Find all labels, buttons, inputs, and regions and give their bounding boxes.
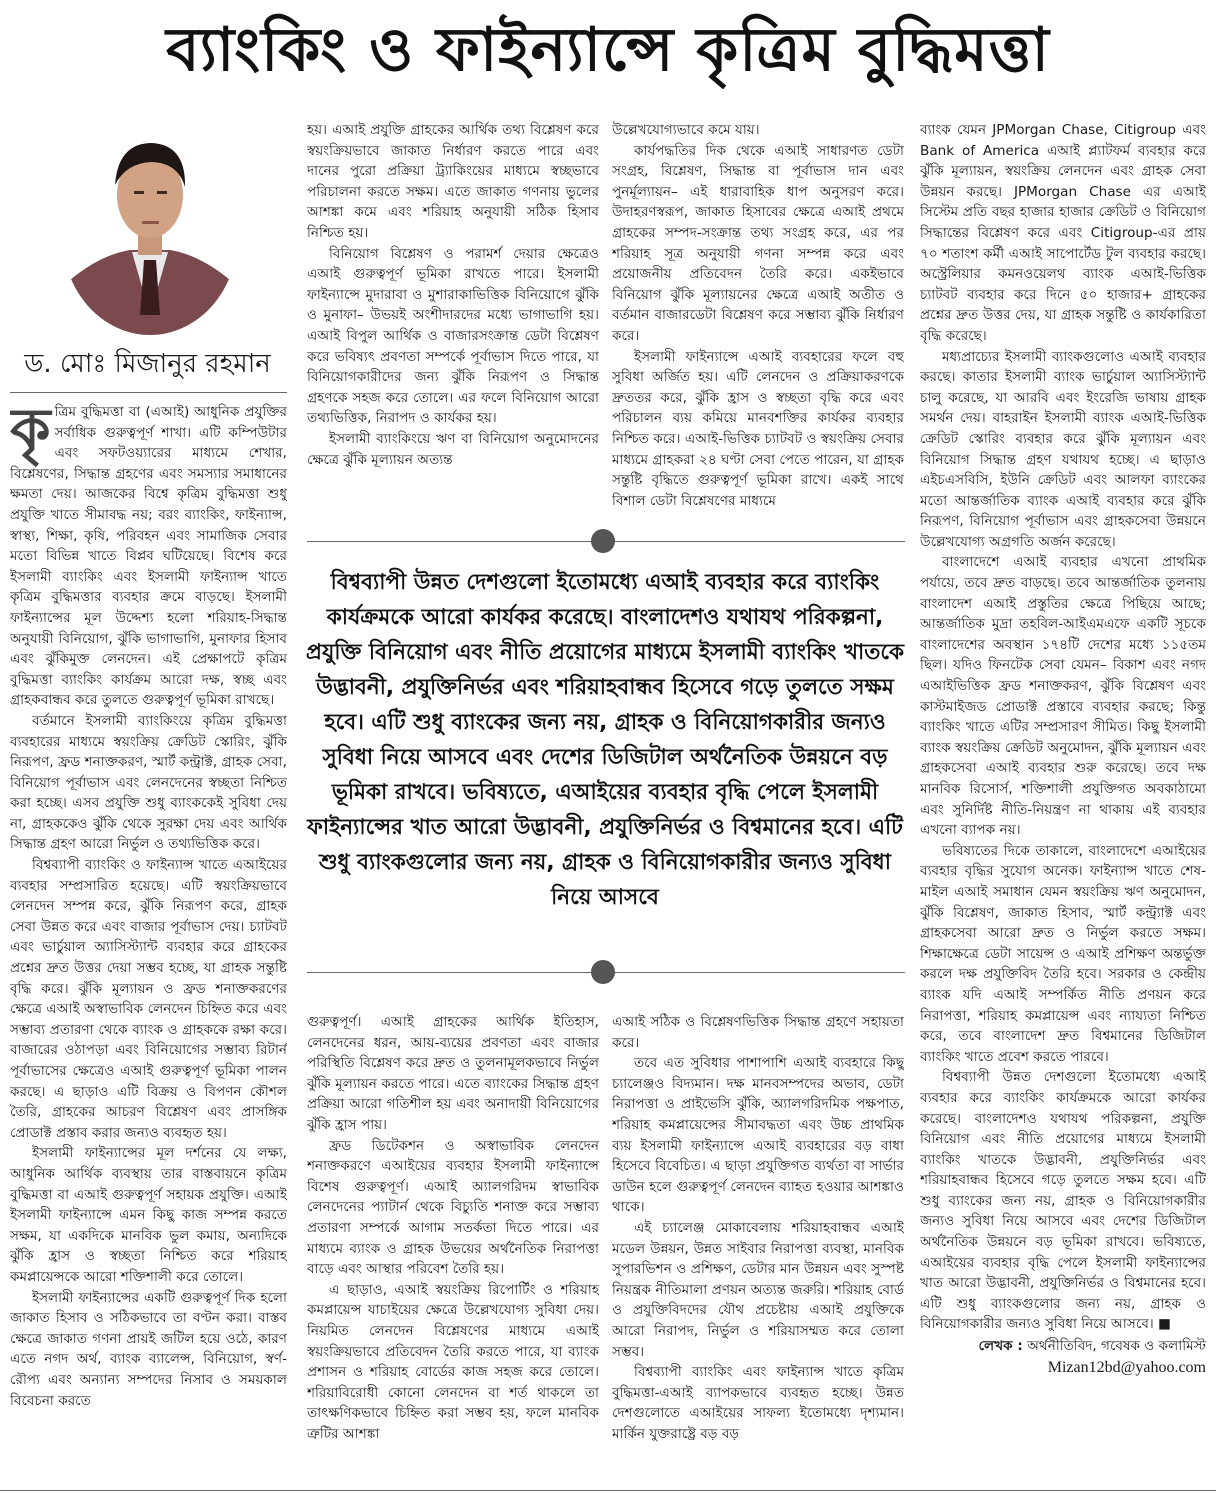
paragraph: বিশ্বব্যাপী ব্যাংকিং এবং ফাইন্যান্স খাতে কৃত্রিম বুদ্ধিমত্তা-এআই ব্যাপকভাবে ব্যবহৃত হচ্ছে। উন্নত দেশগুলোতে এআইয়ের সাফল্য ইতোমধ্যে দৃশ্যমান। মার্কিন যুক্তরাষ্ট্রে বড় বড় [612,1364,904,1442]
paragraph: ব্যাংক যেমন JPMorgan Chase, Citigroup এবং Bank of America এআই প্ল্যাটফর্ম ব্যবহার করে ঝুঁকি মূল্যায়ন, স্বয়ংক্রিয় লেনদেন এবং গ্রাহক সেবা উন্নয়ন করছে। JPMorgan Chase এর এআই সিস্টেম প্রতি বছর হাজার হাজার ক্রেডিট ও বিনিয়োগ সিদ্ধান্তের বিশ্লেষণ করে এবং Citigroup-এর প্রায় ৭০ শতাংশ কর্মী এআই সাপোর্টেড টুল ব্যবহার করছে। অস্ট্রেলিয়ার কমনওয়েলথ ব্যাংক এআই-ভিত্তিক চ্যাটবট ব্যবহার করে দিনে ৫০ হাজার+ গ্রাহকের প্রশ্নের দ্রুত উত্তর দেয়, যা গ্রাহক সন্তুষ্টি ও কার্যকারিতা বৃদ্ধি করেছে। [920,122,1206,344]
divider-dot-icon [591,529,615,553]
paragraph: হয়। এআই প্রযুক্তি গ্রাহকের আর্থিক তথ্য বিশ্লেষণ করে স্বয়ংক্রিয়ভাবে জাকাত নির্ধারণ করতে পারে এবং দানের পুরো প্রক্রিয়া ট্র্যাকিংয়ের মাধ্যমে স্বচ্ছভাবে পরিচালনা করতে সক্ষম। এতে জাকাত গণনায় ভুলের আশঙ্কা কমে এবং শরিয়াহ অনুযায়ী সঠিক হিসাব নিশ্চিত হয়। [307,122,599,241]
bottom-divider [0,1490,1216,1491]
paragraph: ভবিষ্যতের দিকে তাকালে, বাংলাদেশে এআইয়ের ব্যবহার বৃদ্ধির সুযোগ অনেক। ফাইন্যান্স খাতে শেষ-মাইল এআই সমাধান যেমন স্বয়ংক্রিয় ঋণ অনুমোদন, ঝুঁকি বিশ্লেষণ, জাকাত হিসাব, স্মার্ট কন্ট্র্যাক্ট এবং গ্রাহকসেবা আরো দ্রুত ও নির্ভুল করতে সক্ষম। শিক্ষাক্ষেত্রে ডেটা সায়েন্স ও এআই প্রশিক্ষণ অন্তর্ভুক্ত করলে দক্ষ প্রযুক্তিবিদ তৈরি হবে। সরকার ও কেন্দ্রীয় ব্যাংক যদি এআই সম্পর্কিত নীতি প্রণয়ন করে নিরাপত্তা, শরিয়াহ কমপ্লায়েন্স এবং ন্যায্যতা নিশ্চিত করে, তবে বাংলাদেশ দ্রুত বিশ্বমানের ডিজিটাল ব্যাংকিং খাতে প্রবেশ করতে পারবে। [920,842,1206,1065]
drop-cap: কৃ [10,402,51,463]
divider [10,392,287,393]
paragraph: ইসলামী ফাইন্যান্সে এআই ব্যবহারের ফলে বহু সুবিধা অর্জিত হয়। এটি লেনদেন ও প্রক্রিয়াকরণকে দ্রুততর করে, ঝুঁকি হ্রাস ও স্বচ্ছতা বৃদ্ধি করে এবং পরিচালন ব্যয় কমিয়ে মানবশক্তির কার্যকর ব্যবহার নিশ্চিত করে। এআই-ভিত্তিক চ্যাটবট ও স্বয়ংক্রিয় সেবার মাধ্যমে গ্রাহকরা ২৪ ঘণ্টা সেবা পেতে পারেন, যা গ্রাহক সন্তুষ্টি বৃদ্ধিতে গুরুত্বপূর্ণ ভূমিকা রাখে। একই সাথে বিশাল ডেটা বিশ্লেষণের মাধ্যমে [612,348,904,509]
author-photo [60,115,240,335]
column-4 [920,120,1206,1490]
author-bio [920,1335,1206,1357]
paragraph: ইসলামী ব্যাংকিংয়ে ঋণ বা বিনিয়োগ অনুমোদনের ক্ষেত্রে ঝুঁকি মূল্যায়ন অত্যন্ত [307,430,599,468]
paragraph: ইসলামী ফাইন্যান্সের একটি গুরুত্বপূর্ণ দিক হলো জাকাত হিসাব ও সঠিকভাবে তা বণ্টন করা। বাস্তব ক্ষেত্রে জাকাত গণনা প্রায়ই জটিল হয়ে ওঠে, কারণ এতে নগদ অর্থ, ব্যাংক ব্যালেন্স, বিনিয়োগ, স্বর্ণ-রৌপ্য এবং অন্যান্য সম্পদের নিসাব ও সময়কাল বিবেচনা করতে [10,1289,287,1409]
paragraph: মধ্যপ্রাচ্যের ইসলামী ব্যাংকগুলোও এআই ব্যবহার করছে। কাতার ইসলামী ব্যাংক ভার্চুয়াল অ্যাসিস্ট্যান্ট চালু করেছে, যা আরবি এবং ইংরেজি ভাষায় গ্রাহক সমর্থন দেয়। বাহরাইন ইসলামী ব্যাংক এআই-ভিত্তিক ক্রেডিট স্কোরিং ব্যবহার করে ঝুঁকি মূল্যায়ন এবং বিনিয়োগ সিদ্ধান্ত গ্রহণ যথাযথ হচ্ছে। এ ছাড়াও এইচএসবিসি, ইউনি ক্রেডিট এবং আলফা ব্যাংকের মতো আন্তর্জাতিক ব্যাংক এআই ব্যবহার করে ঝুঁকি নিরূপণ, বিনিয়োগ পূর্বাভাস এবং গ্রাহকসেবা উন্নয়নে উল্লেখযোগ্য অগ্রগতি অর্জন করেছে। [920,348,1206,550]
column-3-bottom [612,1012,904,1484]
bio-text: অর্থনীতিবিদ, গবেষক ও কলামিস্ট [1027,1338,1206,1355]
paragraph: বাংলাদেশে এআই ব্যবহার এখনো প্রাথমিক পর্যায়ে, তবে দ্রুত বাড়ছে। তবে আন্তর্জাতিক তুলনায় বাংলাদেশ এআই প্রস্তুতির ক্ষেত্রে পিছিয়ে আছে; আন্তর্জাতিক মুদ্রা তহবিল-আইএমএফে একটি সূচকে বাংলাদেশের অবস্থান ১৭৪টি দেশের মধ্যে ১১৫তম ছিল। যদিও ফিনটেক সেবা যেমন– বিকাশ এবং নগদ এআইভিত্তিক ফ্রড শনাক্তকরণ, ঝুঁকি বিশ্লেষণ এবং কাস্টমাইজড প্রোডাক্ট প্রস্তাবে ব্যবহার করছে; কিন্তু ব্যাংকিং খাতে এটির সম্প্রসারণ সীমিত। কিছু ইসলামী ব্যাংক স্বয়ংক্রিয় ক্রেডিট অনুমোদন, ঝুঁকি মূল্যায়ন এবং গ্রাহকসেবা এআই ব্যবহার শুরু করেছে। তবে দক্ষ মানবিক রিসোর্স, শক্তিশালী প্রযুক্তিগত অবকাঠামো এবং সুনির্দিষ্ট নীতি-নিয়ন্ত্রণ না থাকায় এই ব্যবহার এখনো ব্যাপক নয়। [920,554,1206,839]
author-name: ড. মোঃ মিজানুর রহমান [24,349,271,379]
paragraph: এ ছাড়াও, এআই স্বয়ংক্রিয় রিপোর্টিং ও শরিয়াহ কমপ্লায়েন্স যাচাইয়ের ক্ষেত্রে উল্লেখযোগ্য সুবিধা দেয়। নিয়মিত লেনদেন বিশ্লেষণের মাধ্যমে এআই স্বয়ংক্রিয়ভাবে প্রতিবেদন তৈরি করতে পারে, যা ব্যাংক প্রশাসন ও শরিয়াহ বোর্ডের কাজ সহজ করে তোলে। শরিয়াবিরোধী কোনো লেনদেন বা শর্ত থাকলে তা তাৎক্ষণিকভাবে চিহ্নিত করা সম্ভব হয়, ফলে মানবিক ত্রুটির আশঙ্কা [307,1281,599,1442]
paragraph: এআই সঠিক ও বিশ্লেষণভিত্তিক সিদ্ধান্ত গ্রহণে সহায়তা করে। [612,1014,904,1051]
author-email: Mizan12bd@yahoo.com [1047,1359,1206,1377]
article-title: ব্যাংকিং ও ফাইন্যান্সে কৃত্রিম বুদ্ধিমত্তা [166,15,1050,85]
paragraph: ফ্রড ডিটেকশন ও অস্বাভাবিক লেনদেন শনাক্তকরণে এআইয়ের ব্যবহার ইসলামী ফাইন্যান্সে বিশেষ গুরুত্বপূর্ণ। এআই অ্যালগরিদম স্বাভাবিক লেনদেনের প্যাটার্ন থেকে বিচ্যুতি শনাক্ত করে সম্ভাব্য প্রতারণা সম্পর্কে আগাম সতর্কতা দিতে পারে। এর মাধ্যমে ব্যাংক ও গ্রাহক উভয়ের অর্থনৈতিক নিরাপত্তা বাড়ে এবং আস্থার পরিবেশ তৈরি হয়। [307,1137,599,1278]
paragraph: বিশ্বব্যাপী উন্নত দেশগুলো ইতোমধ্যে এআই ব্যবহার করে ব্যাংকিং কার্যক্রমকে আরো কার্যকর করেছে। বাংলাদেশও যথাযথ পরিকল্পনা, প্রযুক্তি বিনিয়োগ এবং নীতি প্রয়োগের মাধ্যমে ইসলামী ব্যাংকিং খাতকে উদ্ভাবনী, প্রযুক্তিনির্ভর এবং শরিয়াহবান্ধব হিসেবে গড়ে তুলতে সক্ষম হবে। এটি শুধু ব্যাংকের জন্য নয়, গ্রাহক ও বিনিয়োগকারীর জন্যও সুবিধা নিয়ে আসবে এবং দেশের ডিজিটাল অর্থনৈতিক উন্নয়নে বড় ভূমিকা রাখবে। ভবিষ্যতে, এআইয়ের ব্যবহার বৃদ্ধি পেলে ইসলামী ফাইন্যান্সের খাত আরো উদ্ভাবনী, প্রযুক্তিনির্ভর ও বিশ্বমানের হবে। এটি শুধু ব্যাংকগুলোর জন্য নয়, গ্রাহক ও বিনিয়োগকারীর জন্যও সুবিধা নিয়ে আসবে। ■ [920,1069,1206,1333]
column-2-top [307,120,599,532]
paragraph [10,402,287,711]
paragraph: বর্তমানে ইসলামী ব্যাংকিংয়ে কৃত্রিম বুদ্ধিমত্তা ব্যবহারের মাধ্যমে স্বয়ংক্রিয় ক্রেডিট স্কোরিং, ঝুঁকি নিরূপণ, ফ্রড শনাক্তকরণ, স্মার্ট কন্ট্রাক্ট, গ্রাহক সেবা, বিনিয়োগ পূর্বাভাস এবং লেনদেনের স্বচ্ছতা নিশ্চিত করা হচ্ছে। এসব প্রযুক্তি শুধু ব্যাংককেই সুবিধা দেয় না, গ্রাহককেও ঝুঁকি থেকে সুরক্ষা দেয় এবং আর্থিক সিদ্ধান্ত গ্রহণ আরো নির্ভুল ও তথ্যভিত্তিক করে। [10,712,287,853]
column-1 [10,402,287,1484]
paragraph: এই চ্যালেঞ্জ মোকাবেলায় শরিয়াহবান্ধব এআই মডেল উন্নয়ন, উন্নত সাইবার নিরাপত্তা ব্যবস্থা, মানবিক সুপারভিশন ও প্রশিক্ষণ, ডেটার মান উন্নয়ন এবং সুস্পষ্ট নিয়ন্ত্রক নীতিমালা প্রণয়ন অত্যন্ত জরুরি। শরিয়াহ বোর্ড ও প্রযুক্তিবিদদের যৌথ প্রচেষ্টায় এআই প্রযুক্তিকে আরো নিরাপদ, নির্ভুল ও শরিয়াসম্মত করে তোলা সম্ভব। [612,1219,904,1360]
paragraph: বিশ্বব্যাপী ব্যাংকিং ও ফাইন্যান্স খাতে এআইয়ের ব্যবহার সম্প্রসারিত হয়েছে। এটি স্বয়ংক্রিয়ভাবে লেনদেন সম্পন্ন করে, ঝুঁকি নিরূপণ করে, গ্রাহক সেবা উন্নত করে এবং বাজার পূর্বাভাস দেয়। চ্যাটবট এবং ভার্চুয়াল অ্যাসিস্ট্যান্ট ব্যবহার করে গ্রাহকের প্রশ্নের দ্রুত উত্তর দেয়া সম্ভব হচ্ছে, যা গ্রাহক সন্তুষ্টি বৃদ্ধি করে। ঝুঁকি মূল্যায়ন ও ফ্রড শনাক্তকরণের ক্ষেত্রে এআই অস্বাভাবিক লেনদেন চিহ্নিত করে এবং সম্ভাব্য প্রতারণা থেকে ব্যাংক ও গ্রাহককে রক্ষা করে। বাজারের ওঠাপড়া এবং বিনিয়োগের সম্ভাব্য রিটার্ন পূর্বাভাসের ক্ষেত্রেও এআই গুরুত্বপূর্ণ ভূমিকা পালন করছে। এ ছাড়াও এটি বিক্রয় ও বিপণন কৌশল তৈরি, গ্রাহকের আচরণ বিশ্লেষণ এবং প্রাসঙ্গিক প্রোডাক্ট প্রস্তাব করার জন্যও ব্যবহৃত হয়। [10,857,287,1141]
column-3-top [612,120,904,532]
pull-quote: বিশ্বব্যাপী উন্নত দেশগুলো ইতোমধ্যে এআই ব্যবহার করে ব্যাংকিং কার্যক্রমকে আরো কার্যকর করেছে। বাংলাদেশও যথাযথ পরিকল্পনা, প্রযুক্তি বিনিয়োগ এবং নীতি প্রয়োগের মাধ্যমে ইসলামী ব্যাংকিং খাতকে উদ্ভাবনী, প্রযুক্তিনির্ভর এবং শরিয়াহবান্ধব হিসেবে গড়ে তুলতে সক্ষম হবে। এটি শুধু ব্যাংকের জন্য নয়, গ্রাহক ও বিনিয়োগকারীর জন্যও সুবিধা নিয়ে আসবে এবং দেশের ডিজিটাল অর্থনৈতিক উন্নয়নে বড় ভূমিকা রাখবে। ভবিষ্যতে, এআইয়ের ব্যবহার বৃদ্ধি পেলে ইসলামী ফাইন্যান্সের খাত আরো উদ্ভাবনী, প্রযুক্তিনির্ভর ও বিশ্বমানের হবে। এটি শুধু ব্যাংকগুলোর জন্য নয়, গ্রাহক ও বিনিয়োগকারীর জন্যও সুবিধা নিয়ে আসবে [305,570,905,910]
paragraph: গুরুত্বপূর্ণ। এআই গ্রাহকের আর্থিক ইতিহাস, লেনদেনের ধরন, আয়-ব্যয়ের প্রবণতা এবং বাজার পরিস্থিতি বিশ্লেষণ করে দ্রুত ও তুলনামূলকভাবে নির্ভুল ঝুঁকি মূল্যায়ন করতে পারে। এতে ব্যাংকের সিদ্ধান্ত গ্রহণ প্রক্রিয়া আরো গতিশীল হয় এবং অনাদায়ী বিনিয়োগের ঝুঁকি হ্রাস পায়। [307,1014,599,1133]
paragraph: উল্লেখযোগ্যভাবে কমে যায়। [612,122,760,138]
paragraph: ইসলামী ফাইন্যান্সের মূল দর্শনের যে লক্ষ্য, আধুনিক আর্থিক ব্যবস্থায় তার বাস্তবায়নে কৃত্রিম বুদ্ধিমত্তা বা এআই গুরুত্বপূর্ণ সহায়ক প্রযুক্তি। এআই ইসলামী ফাইন্যান্সে এমন কিছু কাজ সম্পন্ন করতে সক্ষম, যা একদিকে মানবিক ভুল কমায়, অন্যদিকে ঝুঁকি হ্রাস ও স্বচ্ছতা নিশ্চিত করে শরিয়াহ কমপ্লায়েন্সকে আরো শক্তিশালী করে তোলে। [10,1145,287,1285]
divider-dot-icon [591,960,615,984]
column-2-bottom [307,1012,599,1484]
paragraph: বিনিয়োগ বিশ্লেষণ ও পরামর্শ দেয়ার ক্ষেত্রেও এআই গুরুত্বপূর্ণ ভূমিকা রাখতে পারে। ইসলামী ফাইন্যান্সে মুদারাবা ও মুশারাকাভিত্তিক বিনিয়োগে ঝুঁকি ও মুনাফা– উভয়ই অংশীদারদের মধ্যে ভাগাভাগি হয়। এআই বিপুল আর্থিক ও বাজারসংক্রান্ত ডেটা বিশ্লেষণ করে ভবিষ্যৎ প্রবণতা সম্পর্কে পূর্বাভাস দিতে পারে, যা বিনিয়োগকারীদের জন্য ঝুঁকি নিরূপণ ও সিদ্ধান্ত গ্রহণকে সহজ করে তোলে। এর ফলে বিনিয়োগ আরো তথ্যভিত্তিক, নিরাপদ ও কার্যকর হয়। [307,245,599,427]
bio-label: লেখক : [978,1338,1023,1355]
paragraph-text: ত্রিম বুদ্ধিমত্তা বা (এআই) আধুনিক প্রযুক্তির সর্বাধিক গুরুত্বপূর্ণ শাখা। এটি কম্পিউটার এবং সফটওয়্যারের মাধ্যমে শেখার, বিশ্লেষণের, সিদ্ধান্ত গ্রহণের এবং সমস্যার সমাধানের ক্ষমতা দেয়। আজকের বিশ্বে কৃত্রিম বুদ্ধিমত্তা শুধু প্রযুক্তি খাতে সীমাবদ্ধ নয়; বরং ব্যাংকিং, ফাইন্যান্স, স্বাস্থ্য, শিক্ষা, কৃষি, পরিবহন এবং সামাজিক সেবার মতো বিভিন্ন খাতে বিপ্লব ঘটিয়েছে। বিশেষ করে ইসলামী ব্যাংকিং এবং ইসলামী ফাইন্যান্স খাতে কৃত্রিম বুদ্ধিমত্তার ব্যবহার ক্রমে বাড়ছে। ইসলামী ফাইন্যান্সের মূল উদ্দেশ্য হলো শরিয়াহ-সিদ্ধান্ত অনুযায়ী বিনিয়োগ, ঝুঁকি ভাগাভাগি, মুনাফার হিসাব এবং ঝুঁকিমুক্ত লেনদেন। এই প্রেক্ষাপটে কৃত্রিম বুদ্ধিমত্তা ব্যাংকিং কার্যক্রম আরো দক্ষ, স্বচ্ছ এবং গ্রাহকবান্ধব করে তুলতে গুরুত্বপূর্ণ ভূমিকা রাখছে। [10,404,287,709]
paragraph: তবে এত সুবিধার পাশাপাশি এআই ব্যবহারে কিছু চ্যালেঞ্জও বিদ্যমান। দক্ষ মানবসম্পদের অভাব, ডেটা নিরাপত্তা ও প্রাইভেসি ঝুঁকি, অ্যালগরিদমিক পক্ষপাত, শরিয়াহ কমপ্লায়েন্সের সীমাবদ্ধতা এবং উচ্চ প্রাথমিক ব্যয় ইসলামী ফাইন্যান্সে এআই ব্যবহারের বড় বাধা হিসেবে বিবেচিত। এ ছাড়া প্রযুক্তিগত ব্যর্থতা বা সার্ভার ডাউন হলে গুরুত্বপূর্ণ লেনদেন ব্যাহত হওয়ার আশঙ্কাও থাকে। [612,1055,904,1216]
author-portrait-icon [60,115,240,335]
paragraph: কার্যপদ্ধতির দিক থেকে এআই সাধারণত ডেটা সংগ্রহ, বিশ্লেষণ, সিদ্ধান্ত বা পূর্বাভাস দান এবং পুনর্মূল্যায়ন– এই ধারাবাহিক ধাপ অনুসরণ করে। উদাহরণস্বরূপ, জাকাত হিসাবের ক্ষেত্রে এআই প্রথমে গ্রাহকের সম্পদ-সংক্রান্ত তথ্য সংগ্রহ করে, এর পর শরিয়াহ সূত্র অনুযায়ী গণনা সম্পন্ন করে এবং প্রয়োজনীয় প্রতিবেদন তৈরি করে। একইভাবে বিনিয়োগ ঝুঁকি মূল্যায়নের ক্ষেত্রে এআই অতীত ও বর্তমান বাজারডেটা বিশ্লেষণ করে সম্ভাব্য ঝুঁকি নির্ধারণ করে। [612,142,904,344]
